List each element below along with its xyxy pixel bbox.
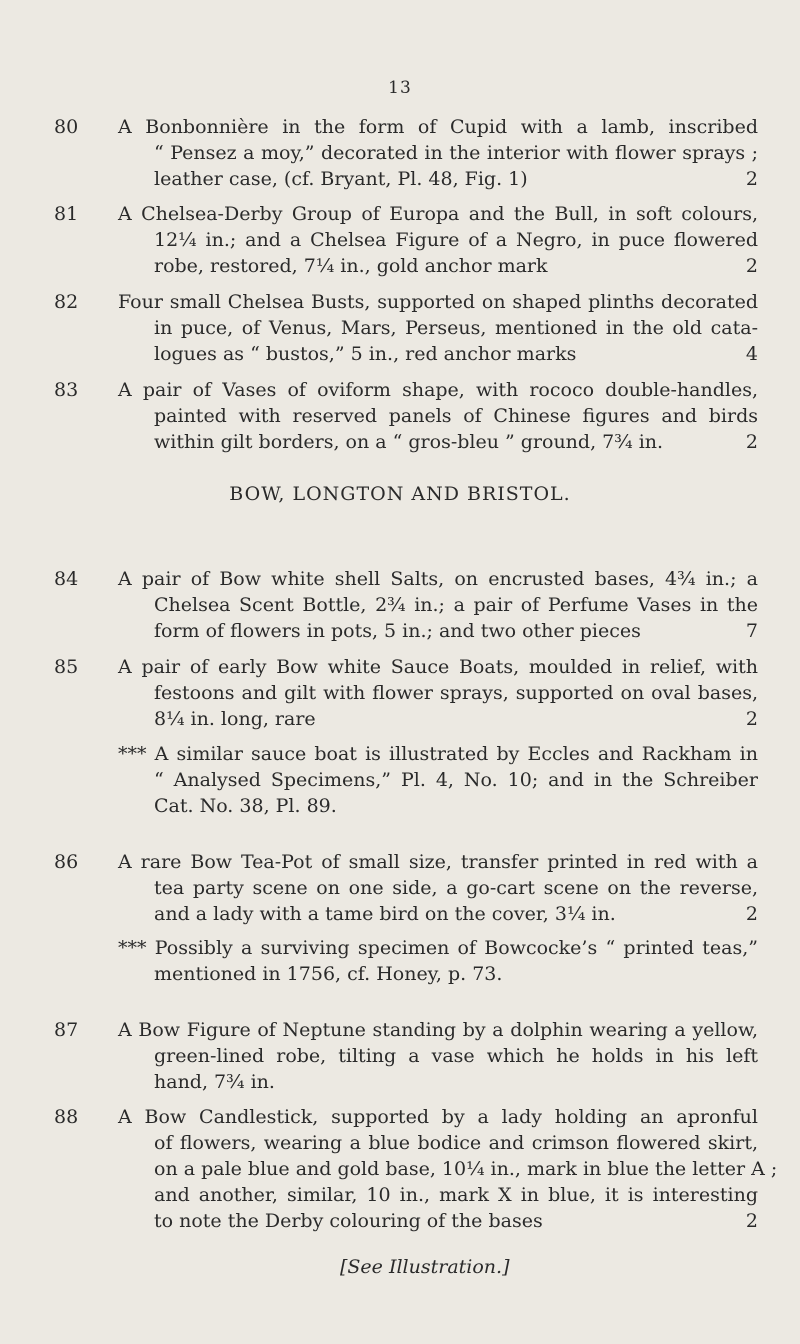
lot-line: A Chelsea-Derby Group of Europa and the Bull, in soft colours, (118, 203, 758, 225)
note-line: “ Analysed Specimens,” Pl. 4, No. 10; and in the Schreiber (154, 769, 758, 791)
lot-line: A pair of Bow white shell Salts, on encrusted bases, 4¾ in.; a (118, 568, 758, 590)
lot-line: and another, similar, 10 in., mark X in blue, it is interesting (154, 1184, 758, 1206)
lot-line (118, 429, 758, 455)
lot-line: festoons and gilt with flower sprays, supported on oval bases, (154, 682, 758, 704)
lot-estimate: 2 (745, 255, 758, 277)
lot-line: in puce, of Venus, Mars, Perseus, mentioned in the old cata- (154, 317, 758, 339)
lot-number: 87 (54, 1019, 79, 1041)
lot-description (118, 849, 758, 927)
lot-line: A pair of Vases of oviform shape, with rococo double-handles, (118, 379, 758, 401)
lot-line-text: form of flowers in pots, 5 in.; and two other pieces (154, 620, 641, 642)
section-heading: BOW, LONGTON AND BRISTOL. (229, 483, 571, 505)
lot-description (118, 1104, 778, 1234)
lot-line-text: logues as “ bustos,” 5 in., red anchor marks (154, 343, 577, 365)
lot-estimate: 4 (745, 343, 758, 365)
lot-line-text: robe, restored, 7¼ in., gold anchor mark (154, 255, 548, 277)
lot-line: A rare Bow Tea-Pot of small size, transfer printed in red with a (118, 851, 758, 873)
note-line: *** Possibly a surviving specimen of Bowcocke’s “ printed teas,” (118, 937, 758, 959)
lot-line: on a pale blue and gold base, 10¼ in., mark in blue the letter A ; (154, 1158, 778, 1180)
lot-description (118, 566, 758, 644)
lot-line: Chelsea Scent Bottle, 2¾ in.; a pair of Perfume Vases in the (154, 594, 758, 616)
lot-line: tea party scene on one side, a go-cart scene on the reverse, (154, 877, 758, 899)
lot-line-text: to note the Derby colouring of the bases (154, 1210, 543, 1232)
lot-number: 88 (54, 1106, 79, 1128)
lot-line: of flowers, wearing a blue bodice and crimson flowered skirt, (154, 1132, 758, 1154)
lot-description (118, 654, 758, 732)
lot-line-text: within gilt borders, on a “ gros-bleu ” ground, 7¾ in. (154, 431, 664, 453)
lot-description (118, 1017, 758, 1095)
lot-line: “ Pensez a moy,” decorated in the interior with flower sprays ; (154, 142, 758, 164)
page-number: 13 (388, 78, 412, 98)
lot-estimate: 2 (745, 431, 758, 453)
lot-85-note (118, 741, 758, 819)
lot-estimate: 2 (745, 168, 758, 190)
lot-description (118, 201, 758, 279)
lot-line: painted with reserved panels of Chinese figures and birds (154, 405, 758, 427)
lot-number: 81 (54, 203, 79, 225)
lot-estimate: 2 (745, 1210, 758, 1232)
lot-description (118, 377, 758, 455)
lot-line: A Bow Candlestick, supported by a lady holding an apronful (118, 1106, 758, 1128)
lot-line-text: 8¼ in. long, rare (154, 708, 316, 730)
lot-line: 12¼ in.; and a Chelsea Figure of a Negro, in puce flowered (154, 229, 758, 251)
lot-number: 83 (54, 379, 79, 401)
lot-estimate: 7 (745, 620, 758, 642)
lot-description (118, 289, 758, 367)
lot-number: 80 (54, 116, 79, 138)
lot-description (118, 114, 758, 192)
lot-line-text: leather case, (cf. Bryant, Pl. 48, Fig. 1) (154, 168, 528, 190)
lot-line (118, 1208, 758, 1234)
lot-estimate: 2 (745, 708, 758, 730)
lot-line-text: and a lady with a tame bird on the cover, 3¼ in. (154, 903, 616, 925)
lot-line (118, 706, 758, 732)
lot-number: 85 (54, 656, 79, 678)
lot-line (118, 901, 758, 927)
lot-number: 86 (54, 851, 79, 873)
illustration-note: [See Illustration.] (340, 1256, 510, 1278)
note-line: *** A similar sauce boat is illustrated by Eccles and Rackham in (118, 743, 758, 765)
note-line: mentioned in 1756, cf. Honey, p. 73. (154, 963, 503, 985)
lot-line: Four small Chelsea Busts, supported on shaped plinths decorated (118, 291, 758, 313)
lot-line: hand, 7¾ in. (154, 1071, 275, 1093)
lot-line (118, 166, 758, 192)
lot-estimate: 2 (745, 903, 758, 925)
note-line: Cat. No. 38, Pl. 89. (154, 795, 337, 817)
lot-line: A pair of early Bow white Sauce Boats, moulded in relief, with (118, 656, 758, 678)
lot-line (118, 618, 758, 644)
lot-number: 84 (54, 568, 79, 590)
lot-line: A Bonbonnière in the form of Cupid with a lamb, inscribed (118, 116, 758, 138)
lot-line (118, 253, 758, 279)
lot-number: 82 (54, 291, 79, 313)
lot-line: A Bow Figure of Neptune standing by a dolphin wearing a yellow, (118, 1019, 758, 1041)
lot-line (118, 341, 758, 367)
lot-line: green-lined robe, tilting a vase which he holds in his left (154, 1045, 758, 1067)
lot-86-note (118, 935, 758, 987)
